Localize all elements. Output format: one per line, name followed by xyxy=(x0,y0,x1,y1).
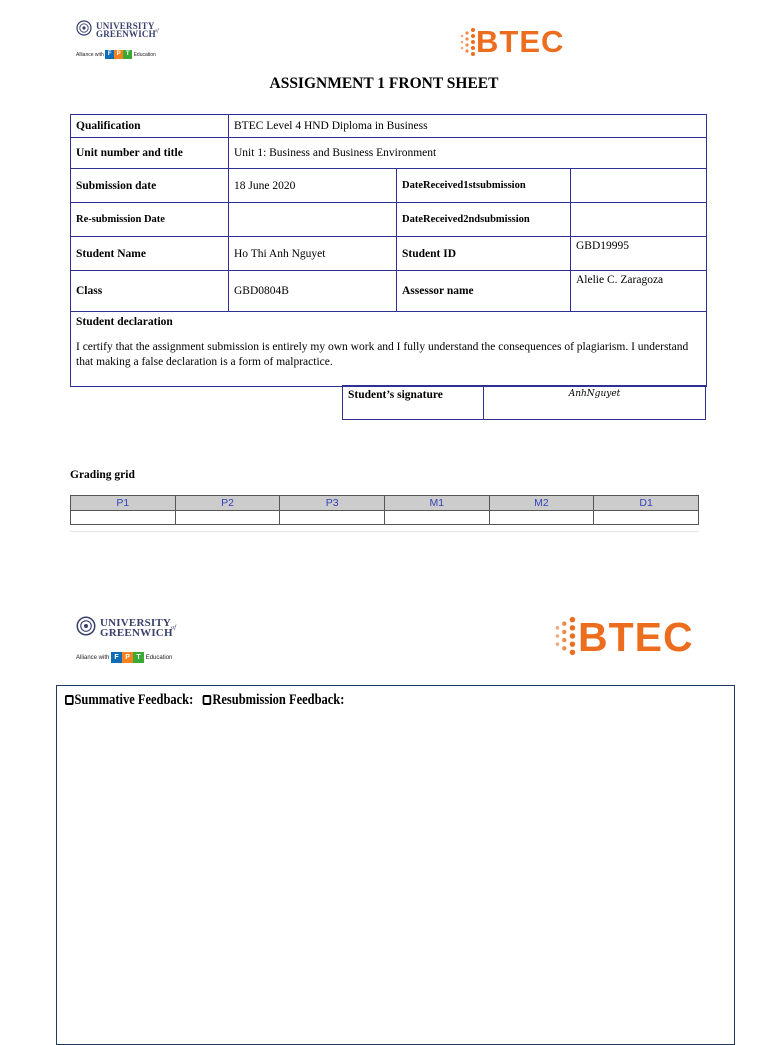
declaration-title: Student declaration xyxy=(76,316,173,328)
unit-row xyxy=(71,138,707,169)
declaration-text: I certify that the assignment submission is entirely my own work and I fully understand the consequences of plagiarism. I understand that making a false declaration is a form of malpractice. xyxy=(76,341,689,368)
submission-date-value: 18 June 2020 xyxy=(229,169,397,203)
student-name-value: Ho Thi Anh Nguyet xyxy=(229,237,397,271)
grade-cell-m1 xyxy=(384,511,489,525)
grade-cell-p2 xyxy=(175,511,280,525)
university-greenwich-logo-2: $UNIVERSITY_{of}$ GREENWICH Alliance with F P T Education xyxy=(76,617,177,662)
assessor-value: Alelie C. Zaragoza xyxy=(571,271,707,312)
university-greenwich-logo: $UNIVERSITY_{of}$ GREENWICH Alliance with F P T Education xyxy=(76,21,159,58)
grade-cell-m2 xyxy=(489,511,594,525)
signature-value: AnhNguyet xyxy=(568,389,621,399)
grade-header-p2: P2 xyxy=(175,496,280,511)
grade-header-d1: D1 xyxy=(594,496,699,511)
grading-grid-table xyxy=(70,495,699,525)
grade-header-m1: M1 xyxy=(384,496,489,511)
university-crest-icon xyxy=(76,616,96,636)
qualification-value: BTEC Level 4 HND Diploma in Business xyxy=(229,115,707,138)
summative-checkbox[interactable] xyxy=(65,695,74,705)
btec-logo: BTEC xyxy=(458,24,578,62)
resubmission-row xyxy=(71,203,707,237)
date-received-1-label: DateReceived1stsubmission xyxy=(397,169,571,203)
signature-table xyxy=(342,385,706,420)
qualification-row xyxy=(71,115,707,138)
grade-cell-p3 xyxy=(280,511,385,525)
front-sheet-table xyxy=(70,114,707,387)
declaration-row xyxy=(71,312,707,387)
date-received-2-label: DateReceived2ndsubmission xyxy=(397,203,571,237)
feedback-box xyxy=(56,685,735,1045)
student-row xyxy=(71,237,707,271)
resubmission-date-value xyxy=(229,203,397,237)
student-name-label: Student Name xyxy=(71,237,229,271)
grade-header-m2: M2 xyxy=(489,496,594,511)
resubmission-feedback-label: Resubmission Feedback: xyxy=(212,692,345,708)
resubmission-date-label: Re-submission Date xyxy=(71,203,229,237)
date-received-2-value xyxy=(571,203,707,237)
grade-cell-d1 xyxy=(594,511,699,525)
signature-label: Student’s signature xyxy=(343,386,484,420)
feedback-header xyxy=(65,692,344,709)
date-received-1-value xyxy=(571,169,707,203)
resubmission-checkbox[interactable] xyxy=(203,695,212,705)
assessor-label: Assessor name xyxy=(397,271,571,312)
page-divider xyxy=(70,531,699,532)
btec-logo-2: BTEC xyxy=(552,612,712,664)
qualification-label: Qualification xyxy=(71,115,229,138)
grade-cell-p1 xyxy=(71,511,176,525)
signature-cell xyxy=(484,386,706,420)
declaration-cell xyxy=(71,312,707,387)
unit-value: Unit 1: Business and Business Environment xyxy=(229,138,707,169)
fpt-logo-icon: F P T xyxy=(111,652,144,663)
page-title: ASSIGNMENT 1 FRONT SHEET xyxy=(269,75,499,92)
university-crest-icon xyxy=(76,20,92,36)
grade-header-p1: P1 xyxy=(71,496,176,511)
summative-feedback-label: Summative Feedback: xyxy=(74,692,194,708)
student-id-label: Student ID xyxy=(397,237,571,271)
class-label: Class xyxy=(71,271,229,312)
class-row xyxy=(71,271,707,312)
class-value: GBD0804B xyxy=(229,271,397,312)
grading-grid-label: Grading grid xyxy=(70,469,135,481)
fpt-logo-icon: F P T xyxy=(105,50,132,59)
submission-date-label: Submission date xyxy=(71,169,229,203)
student-id-value: GBD19995 xyxy=(571,237,707,271)
submission-row xyxy=(71,169,707,203)
unit-label: Unit number and title xyxy=(71,138,229,169)
grade-header-p3: P3 xyxy=(280,496,385,511)
